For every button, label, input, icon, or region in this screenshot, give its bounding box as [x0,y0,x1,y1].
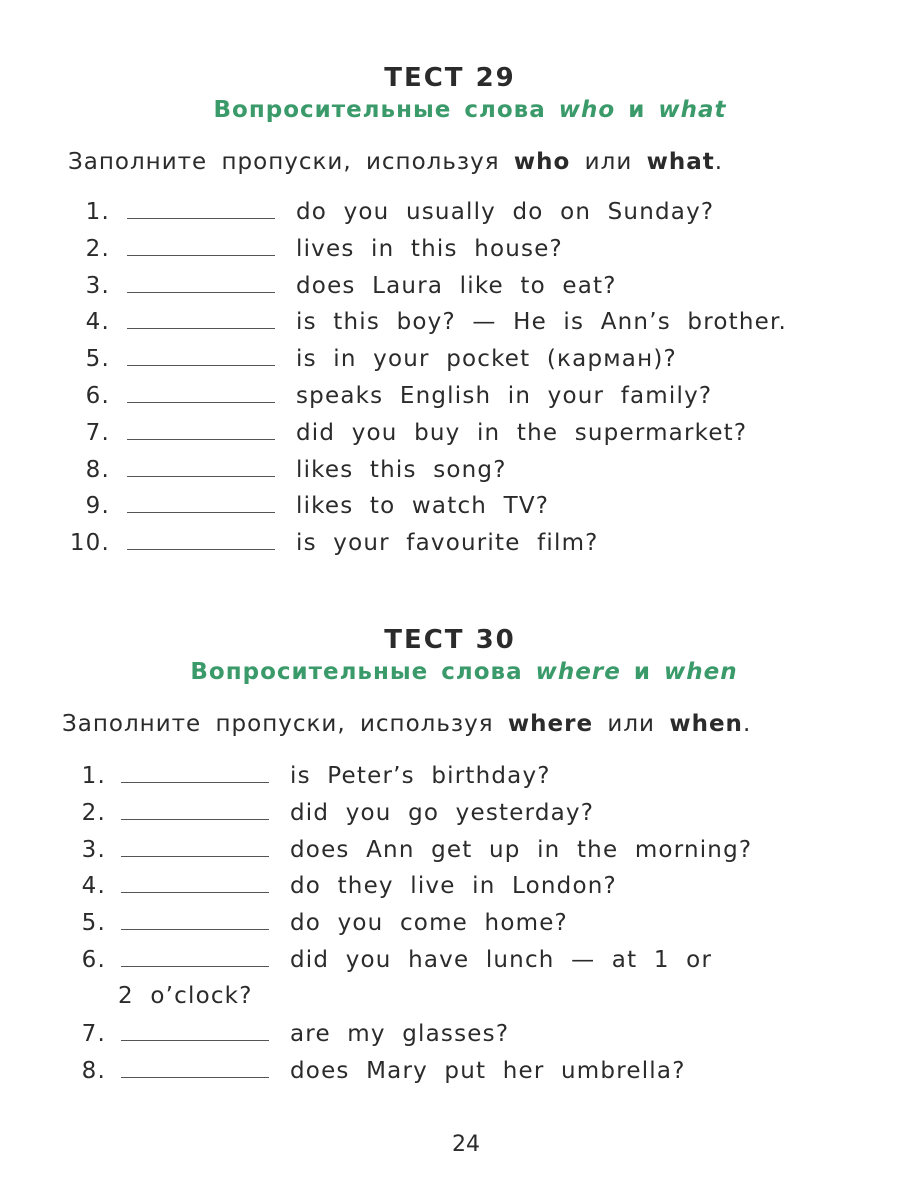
instruction-word-2: what [646,149,715,175]
answer-blank[interactable] [127,549,275,550]
question-item [0,488,900,525]
answer-blank[interactable] [127,218,275,219]
item-text-continuation: 2 o’clock? [118,982,253,1009]
question-item [0,795,900,832]
answer-blank[interactable] [121,929,269,930]
question-item [0,942,900,1016]
question-item [0,378,900,415]
answer-blank[interactable] [127,402,275,403]
instruction-prefix: Заполните пропуски, используя [62,711,494,737]
test-30-section [0,624,900,1090]
test-subtitle [0,94,900,126]
answer-blank[interactable] [121,1040,269,1041]
item-text: are my glasses? [290,1020,510,1047]
item-text: did you go yesterday? [290,799,595,826]
instruction-period: . [742,711,752,737]
answer-blank[interactable] [127,292,275,293]
item-text: did you have lunch — at 1 or [290,946,713,973]
item-number: 4. [81,873,106,900]
question-item [0,1016,900,1053]
item-text: is Peter’s birthday? [290,763,551,789]
item-text: does Ann get up in the morning? [290,836,753,863]
item-number: 6. [81,946,106,973]
subtitle-prefix: Вопросительные слова [213,97,546,123]
item-number: 8. [85,456,110,483]
instruction [0,708,900,740]
question-item [0,304,900,341]
item-number: 1. [85,199,110,225]
item-number: 3. [81,836,106,863]
item-number: 8. [81,1057,106,1084]
item-text: does Laura like to eat? [296,272,617,299]
page-number: 24 [452,1132,480,1157]
item-text: is in your pocket (карман)? [296,346,677,373]
item-text: likes this song? [296,456,507,483]
answer-blank[interactable] [127,476,275,477]
item-number: 3. [85,272,110,299]
item-text: is this boy? — He is Ann’s brother. [296,309,788,336]
item-number: 4. [85,309,110,336]
question-item [0,832,900,869]
item-text: lives in this house? [296,235,563,262]
item-number: 7. [85,419,110,446]
answer-blank[interactable] [127,512,275,513]
subtitle-word-1: where [535,659,621,685]
test-29-section [0,62,900,562]
item-number: 7. [81,1020,106,1047]
item-number: 5. [81,910,106,937]
question-item [0,525,900,562]
test-title: ТЕСТ 30 [384,625,516,655]
instruction-conjunction: или [607,711,656,737]
item-text: is your favourite film? [296,530,599,557]
answer-blank[interactable] [121,892,269,893]
instruction-word-1: where [507,711,594,737]
question-item [0,1053,900,1090]
item-text: do you usually do on Sunday? [296,199,715,225]
question-item [0,452,900,489]
answer-blank[interactable] [127,255,275,256]
question-item [0,415,900,452]
item-text: do you come home? [290,910,568,937]
subtitle-conjunction: и [633,659,651,685]
question-item [0,194,900,231]
test-subtitle [0,656,900,688]
answer-blank[interactable] [127,365,275,366]
answer-blank[interactable] [121,856,269,857]
answer-blank[interactable] [127,328,275,329]
instruction-prefix: Заполните пропуски, используя [68,149,500,175]
item-number: 2. [85,235,110,262]
subtitle-word-1: who [558,97,616,123]
item-text: does Mary put her umbrella? [290,1057,686,1084]
question-item [0,905,900,942]
question-list [0,194,900,562]
instruction-period: . [714,149,724,175]
subtitle-word-2: when [663,659,738,685]
question-item [0,868,900,905]
instruction [0,146,900,178]
item-number: 6. [85,382,110,409]
item-number: 10. [69,530,110,557]
answer-blank[interactable] [127,439,275,440]
question-item [0,231,900,268]
item-text: did you buy in the supermarket? [296,419,748,446]
answer-blank[interactable] [121,1077,269,1078]
item-number: 9. [85,493,110,520]
item-text: likes to watch TV? [296,493,550,520]
item-number: 2. [81,799,106,826]
subtitle-prefix: Вопросительные слова [190,659,523,685]
question-item [0,758,900,795]
question-item [0,341,900,378]
subtitle-conjunction: и [628,97,646,123]
subtitle-word-2: what [658,97,727,123]
item-number: 5. [85,346,110,373]
instruction-conjunction: или [584,149,633,175]
item-text: do they live in London? [290,873,617,900]
answer-blank[interactable] [121,782,269,783]
question-list [0,758,900,1090]
answer-blank[interactable] [121,966,269,967]
question-item [0,268,900,305]
item-number: 1. [81,763,106,789]
answer-blank[interactable] [121,819,269,820]
item-text: speaks English in your family? [296,382,713,409]
instruction-word-1: who [513,149,571,175]
test-title: ТЕСТ 29 [384,63,516,93]
instruction-word-2: when [669,711,743,737]
